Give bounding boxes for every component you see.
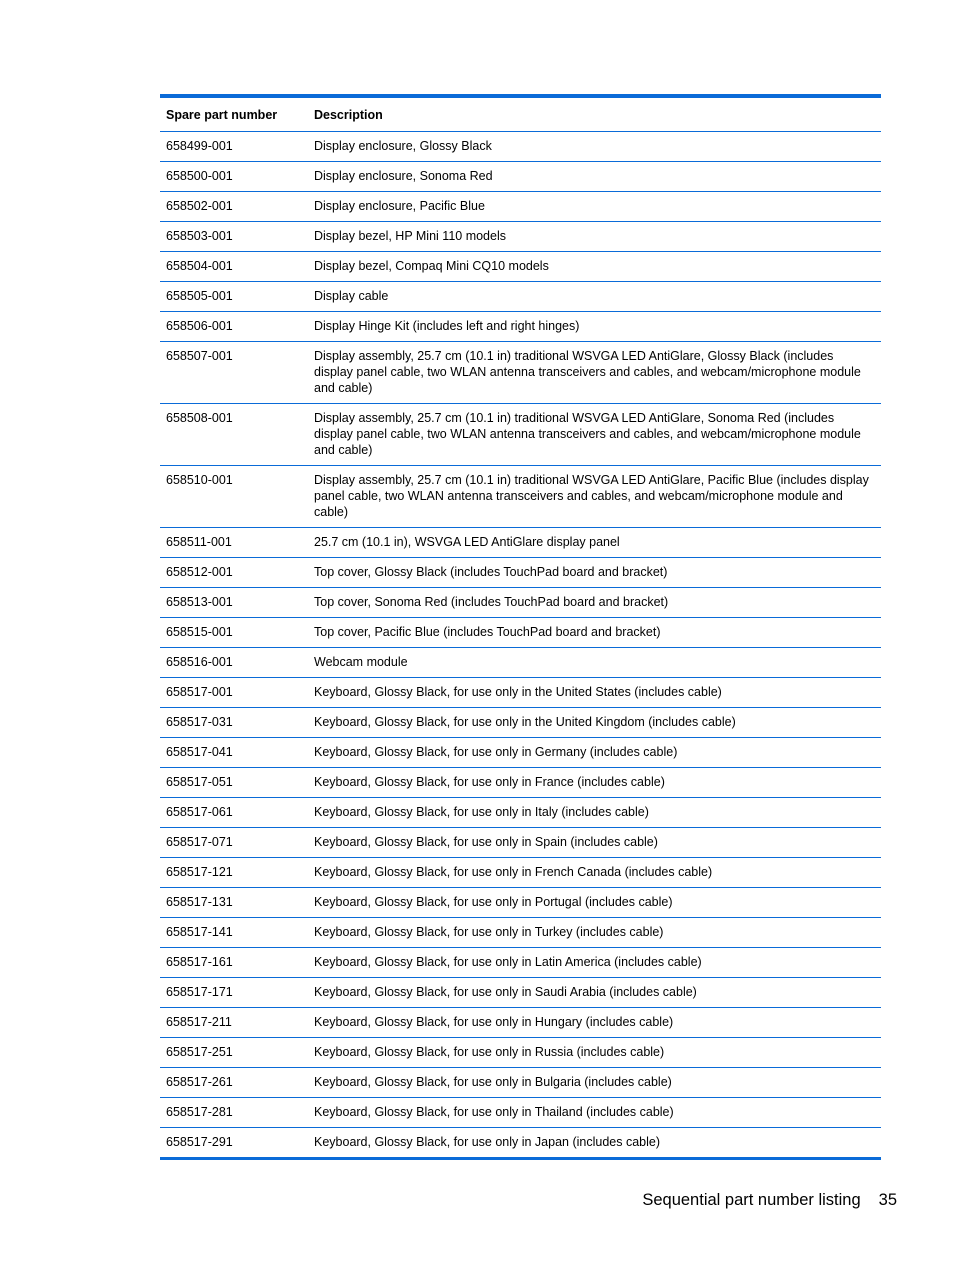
table-row — [160, 678, 881, 708]
part-number-cell: 658503-001 — [160, 222, 308, 252]
table-row — [160, 978, 881, 1008]
description-cell: Top cover, Glossy Black (includes TouchPad board and bracket) — [308, 558, 881, 588]
description-cell: Keyboard, Glossy Black, for use only in France (includes cable) — [308, 768, 881, 798]
header-row — [160, 96, 881, 132]
table-row — [160, 768, 881, 798]
description-cell: Top cover, Pacific Blue (includes TouchPad board and bracket) — [308, 618, 881, 648]
table-row — [160, 828, 881, 858]
description-cell: 25.7 cm (10.1 in), WSVGA LED AntiGlare display panel — [308, 528, 881, 558]
part-number-cell: 658517-291 — [166, 1135, 233, 1149]
part-number-cell: 658517-001 — [160, 678, 308, 708]
description-cell: Display assembly, 25.7 cm (10.1 in) traditional WSVGA LED AntiGlare, Glossy Black (includes display panel cable, two WLAN antenna transceivers and cables, and webcam/microphone module and cable) — [308, 342, 881, 404]
description-cell: Top cover, Sonoma Red (includes TouchPad board and bracket) — [308, 588, 881, 618]
parts-table — [160, 94, 881, 1160]
description-cell: Keyboard, Glossy Black, for use only in Portugal (includes cable) — [308, 888, 881, 918]
description-cell: Keyboard, Glossy Black, for use only in Hungary (includes cable) — [308, 1008, 881, 1038]
description-cell: Display enclosure, Sonoma Red — [308, 162, 881, 192]
part-number-cell: 658499-001 — [160, 132, 308, 162]
part-number-cell: 658517-041 — [160, 738, 308, 768]
page-footer — [642, 1191, 897, 1210]
table-row — [160, 1068, 881, 1098]
table-row — [160, 588, 881, 618]
table-row — [160, 252, 881, 282]
table-row — [160, 222, 881, 252]
table-row — [160, 132, 881, 162]
table-row — [160, 738, 881, 768]
table-row — [160, 948, 881, 978]
description-cell: Display enclosure, Glossy Black — [308, 132, 881, 162]
table-row — [160, 162, 881, 192]
part-number-cell: 658505-001 — [160, 282, 308, 312]
description-cell: Display Hinge Kit (includes left and right hinges) — [308, 312, 881, 342]
table-row — [160, 282, 881, 312]
table-row — [160, 1098, 881, 1128]
description-cell: Keyboard, Glossy Black, for use only in Germany (includes cable) — [308, 738, 881, 768]
description-cell: Display assembly, 25.7 cm (10.1 in) traditional WSVGA LED AntiGlare, Pacific Blue (includes display panel cable, two WLAN antenna transceivers and cables, and webcam/microphone module and cable) — [308, 466, 881, 528]
description-cell: Keyboard, Glossy Black, for use only in Japan (includes cable) — [314, 1135, 661, 1149]
part-number-cell: 658517-131 — [160, 888, 308, 918]
description-cell: Webcam module — [308, 648, 881, 678]
description-cell: Keyboard, Glossy Black, for use only in Saudi Arabia (includes cable) — [308, 978, 881, 1008]
footer-section-title: Sequential part number listing — [642, 1191, 861, 1209]
table-row — [160, 192, 881, 222]
description-cell: Keyboard, Glossy Black, for use only in Italy (includes cable) — [308, 798, 881, 828]
part-number-cell: 658507-001 — [160, 342, 308, 404]
table-body — [160, 132, 881, 1159]
part-number-cell: 658517-251 — [160, 1038, 308, 1068]
description-cell: Keyboard, Glossy Black, for use only in Bulgaria (includes cable) — [308, 1068, 881, 1098]
table-row — [160, 404, 881, 466]
description-cell: Keyboard, Glossy Black, for use only in Turkey (includes cable) — [308, 918, 881, 948]
part-number-cell: 658513-001 — [160, 588, 308, 618]
description-cell: Keyboard, Glossy Black, for use only in French Canada (includes cable) — [308, 858, 881, 888]
page-number: 35 — [878, 1191, 897, 1209]
description-cell: Keyboard, Glossy Black, for use only in Latin America (includes cable) — [308, 948, 881, 978]
description-cell: Display cable — [308, 282, 881, 312]
part-number-cell: 658517-071 — [160, 828, 308, 858]
part-number-cell: 658512-001 — [160, 558, 308, 588]
table-row — [160, 618, 881, 648]
description-cell: Display enclosure, Pacific Blue — [308, 192, 881, 222]
part-number-cell: 658517-121 — [160, 858, 308, 888]
part-number-cell: 658500-001 — [160, 162, 308, 192]
table-row — [160, 528, 881, 558]
part-number-cell: 658502-001 — [160, 192, 308, 222]
description-cell: Display bezel, Compaq Mini CQ10 models — [308, 252, 881, 282]
description-cell: Keyboard, Glossy Black, for use only in the United States (includes cable) — [308, 678, 881, 708]
part-number-cell: 658516-001 — [160, 648, 308, 678]
part-number-cell: 658517-261 — [160, 1068, 308, 1098]
table-row — [160, 888, 881, 918]
part-number-cell: 658517-051 — [160, 768, 308, 798]
table-row — [160, 648, 881, 678]
table-row — [160, 708, 881, 738]
part-number-cell: 658517-281 — [160, 1098, 308, 1128]
description-cell: Display bezel, HP Mini 110 models — [308, 222, 881, 252]
description-cell: Keyboard, Glossy Black, for use only in Spain (includes cable) — [308, 828, 881, 858]
table-row — [160, 798, 881, 828]
description-cell: Keyboard, Glossy Black, for use only in Russia (includes cable) — [308, 1038, 881, 1068]
part-number-cell: 658504-001 — [160, 252, 308, 282]
part-number-cell: 658506-001 — [160, 312, 308, 342]
part-number-cell: 658517-061 — [160, 798, 308, 828]
part-number-cell: 658517-211 — [160, 1008, 308, 1038]
header-description: Description — [308, 96, 881, 132]
part-number-cell: 658517-141 — [160, 918, 308, 948]
part-number-cell: 658517-171 — [160, 978, 308, 1008]
table-row — [160, 858, 881, 888]
part-number-cell: 658511-001 — [160, 528, 308, 558]
table-row — [160, 1128, 881, 1159]
table-row — [160, 312, 881, 342]
description-cell: Keyboard, Glossy Black, for use only in the United Kingdom (includes cable) — [308, 708, 881, 738]
part-number-cell: 658515-001 — [160, 618, 308, 648]
description-cell: Keyboard, Glossy Black, for use only in Thailand (includes cable) — [308, 1098, 881, 1128]
table-row — [160, 558, 881, 588]
table-row — [160, 918, 881, 948]
part-number-cell: 658510-001 — [160, 466, 308, 528]
table-row — [160, 466, 881, 528]
part-number-cell: 658517-161 — [160, 948, 308, 978]
table-row — [160, 342, 881, 404]
table-header — [160, 96, 881, 132]
description-cell: Display assembly, 25.7 cm (10.1 in) traditional WSVGA LED AntiGlare, Sonoma Red (includes display panel cable, two WLAN antenna transceivers and cables, and webcam/microphone module and cable) — [308, 404, 881, 466]
part-number-cell: 658517-031 — [160, 708, 308, 738]
table-row — [160, 1008, 881, 1038]
header-part-number: Spare part number — [160, 96, 308, 132]
table-row — [160, 1038, 881, 1068]
part-number-cell: 658508-001 — [160, 404, 308, 466]
